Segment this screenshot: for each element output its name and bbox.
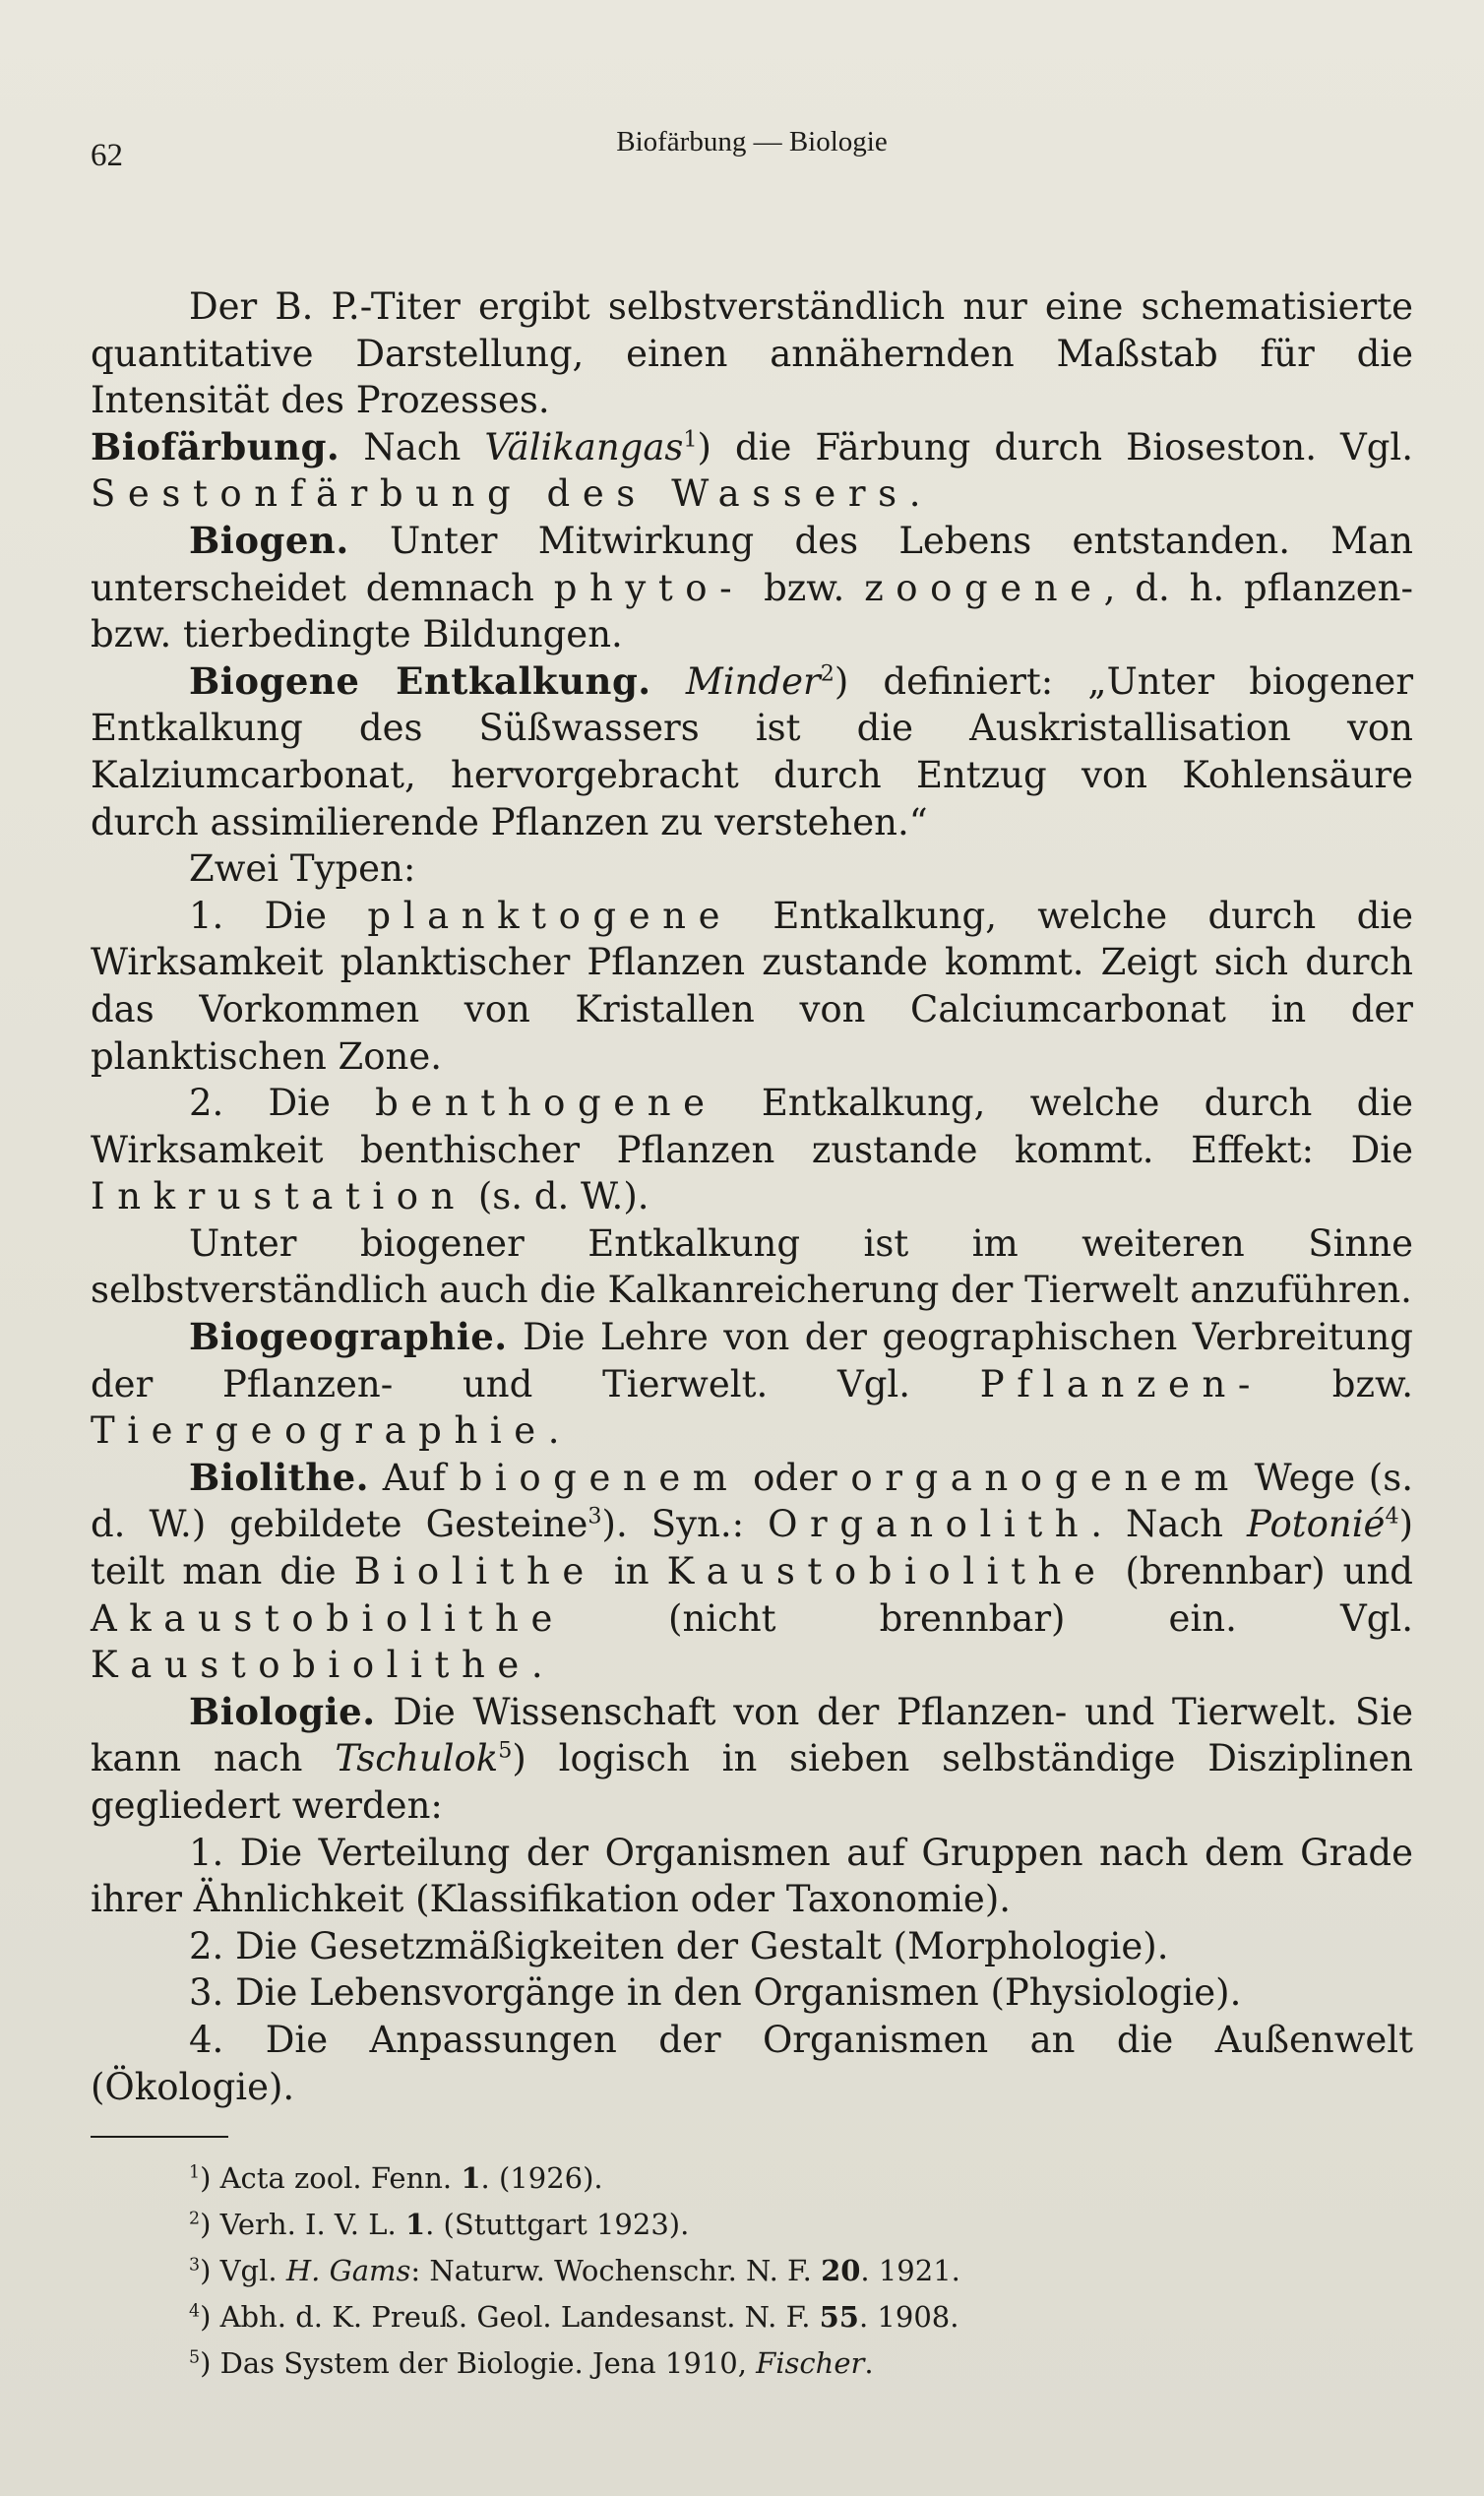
cross-reference: Sestonfärbung des Wassers bbox=[91, 472, 909, 516]
types-intro: Zwei Typen: bbox=[189, 847, 416, 891]
text-run: : Naturw. Wochenschr. N. F. bbox=[410, 2254, 822, 2288]
list-item: 3. Die Lebensvorgänge in den Organismen (Physiologie). bbox=[189, 1971, 1242, 2015]
text-run: ) teilt man die bbox=[91, 1503, 1413, 1593]
text-run: . bbox=[530, 1644, 543, 1687]
footnote bbox=[189, 2294, 1413, 2340]
text-run: Entkalkung, welche durch die Wirksamkeit benthischer Pflanzen zustande kommt. Effekt: Die bbox=[91, 1082, 1413, 1171]
entry-biogen bbox=[91, 518, 1413, 658]
list-item: 4. Die Anpassungen der Organismen an die Außenwelt (Ökologie). bbox=[91, 2018, 1413, 2108]
entry-headword: Biogeographie. bbox=[189, 1315, 508, 1359]
text-run: ) Das System der Biologie. Jena 1910, bbox=[200, 2346, 757, 2381]
spaced-term: zoogene bbox=[864, 566, 1104, 609]
footnote-mark: 3 bbox=[189, 2255, 201, 2276]
text-run: bzw. bbox=[1263, 1362, 1413, 1405]
text-run bbox=[651, 660, 686, 703]
text-run: , d. h. pflanzen- bzw. tierbedingte Bildungen. bbox=[91, 566, 1414, 656]
footnote-mark: 1 bbox=[189, 2162, 201, 2183]
text-run: in bbox=[595, 1550, 667, 1593]
page-number: 62 bbox=[91, 138, 123, 173]
entry-biogeographie bbox=[91, 1314, 1413, 1455]
text-run: ) definiert: „Unter biogener Entkalkung des Süßwassers ist die Auskristallisation von Kalziumcarbonat, hervorgebracht durch Entzug von Kohlensäure durch assimilierende Pflanzen zu verstehen.“ bbox=[91, 659, 1414, 843]
text-run: . 1908. bbox=[858, 2300, 959, 2335]
text-run: ) Acta zool. Fenn. bbox=[200, 2161, 462, 2196]
author-name: Minder bbox=[685, 659, 821, 703]
text-run: ) logisch in sieben selbständige Disziplinen gegliedert werden: bbox=[91, 1737, 1414, 1827]
spaced-term: Kaustobiolithe bbox=[91, 1644, 531, 1687]
text-run: (s. d. W.). bbox=[466, 1175, 649, 1218]
text-run: ). Syn.: bbox=[601, 1503, 769, 1546]
text-run: . 1921. bbox=[860, 2254, 960, 2288]
list-item bbox=[91, 1080, 1413, 1220]
entry-headword: Biogen. bbox=[189, 518, 349, 562]
text-run: Auf bbox=[369, 1456, 460, 1499]
entry-headword: Biologie. bbox=[189, 1689, 376, 1733]
text-run: 2. Die bbox=[189, 1082, 376, 1125]
entry-headword: Biofärbung. bbox=[91, 424, 340, 468]
list-item bbox=[91, 893, 1413, 1080]
footnote-mark: 5 bbox=[189, 2347, 201, 2368]
paragraph-titer: Der B. P.-Titer ergibt selbstverständlich nur eine schematisierte quantitative Darstellung, einen annähernden Maßstab für die Intensität des Prozesses. bbox=[91, 285, 1413, 422]
list-item: 2. Die Gesetzmäßigkeiten der Gestalt (Morphologie). bbox=[189, 1924, 1169, 1967]
entry-biogene-entkalkung bbox=[91, 658, 1413, 845]
footnotes bbox=[91, 2155, 1413, 2387]
text-run: Die Lehre von der geographischen Verbreitung der Pflanzen- und Tierwelt. Vgl. bbox=[91, 1316, 1413, 1405]
spaced-term: benthogene bbox=[375, 1082, 717, 1125]
text-run: . bbox=[908, 472, 921, 516]
text-run: (brennbar) und bbox=[1107, 1550, 1413, 1593]
entry-biofaerbung bbox=[91, 424, 1413, 518]
footnote-ref: 3 bbox=[587, 1504, 602, 1530]
footnote-ref: 1 bbox=[683, 426, 698, 453]
spaced-term: biogenem bbox=[459, 1456, 740, 1499]
footnote-divider bbox=[91, 2136, 228, 2138]
footnote-ref: 2 bbox=[820, 660, 835, 687]
text-run: (nicht brennbar) ein. Vgl. bbox=[564, 1596, 1413, 1640]
author-name: Välikangas bbox=[484, 425, 684, 468]
footnote-ref: 5 bbox=[498, 1738, 513, 1765]
text-run: . (Stuttgart 1923). bbox=[425, 2208, 690, 2242]
entry-biologie bbox=[91, 1689, 1413, 1830]
volume-number: 20 bbox=[821, 2254, 861, 2288]
text-run: Wege (s. d. W.) gebildete Gesteine bbox=[91, 1456, 1413, 1546]
author-name: H. Gams bbox=[285, 2254, 411, 2288]
text-run: 1. Die bbox=[189, 894, 368, 937]
volume-number: 1 bbox=[461, 2161, 481, 2196]
text-run: . Nach bbox=[1090, 1503, 1248, 1546]
text-run: ) die Färbung durch Bioseston. Vgl. bbox=[697, 425, 1413, 468]
spaced-term: planktogene bbox=[367, 894, 733, 937]
footnote bbox=[189, 2248, 1413, 2294]
text-run: Die Wissenschaft von der Pflanzen- und Tierwelt. Sie kann nach bbox=[91, 1690, 1413, 1780]
text-run: ) Vgl. bbox=[200, 2254, 286, 2288]
running-head: Biofärbung — Biologie bbox=[616, 126, 888, 157]
footnote bbox=[189, 2340, 1413, 2387]
publisher-name: Fischer bbox=[756, 2346, 865, 2381]
footnote-ref: 4 bbox=[1385, 1504, 1399, 1530]
text-run: Unter Mitwirkung des Lebens entstanden. Man unterscheidet demnach bbox=[91, 519, 1413, 609]
spaced-term: organogenem bbox=[850, 1456, 1241, 1499]
entry-headword: Biogene Entkalkung. bbox=[189, 658, 651, 703]
volume-number: 1 bbox=[404, 2208, 426, 2242]
spaced-term: phyto- bbox=[553, 566, 745, 609]
spaced-term: Inkrustation bbox=[91, 1175, 467, 1218]
volume-number: 55 bbox=[819, 2300, 859, 2335]
footnote-mark: 2 bbox=[189, 2209, 201, 2229]
text-run: . (1926). bbox=[480, 2161, 603, 2196]
text-run: bzw. bbox=[744, 566, 865, 609]
text-run: Entkalkung, welche durch die Wirksamkeit planktischer Pflanzen zustande kommt. Zeigt sich durch das Vorkommen von Kristallen von Calciumcarbonat in der planktischen Zone. bbox=[91, 894, 1413, 1078]
entry-headword: Biolithe. bbox=[189, 1455, 370, 1499]
text-run: . bbox=[547, 1409, 560, 1453]
list-item: 1. Die Verteilung der Organismen auf Gruppen nach dem Grade ihrer Ähnlichkeit (Klassifikation oder Taxonomie). bbox=[91, 1831, 1413, 1921]
spaced-term: Tiergeographie bbox=[91, 1409, 548, 1453]
text-run: Nach bbox=[340, 425, 485, 468]
text-run: oder bbox=[739, 1456, 851, 1499]
page-body bbox=[91, 283, 1413, 2387]
spaced-term: Akaustobiolithe bbox=[91, 1596, 565, 1640]
author-name: Tschulok bbox=[335, 1737, 499, 1780]
footnote bbox=[189, 2202, 1413, 2248]
text-run: . bbox=[864, 2346, 874, 2381]
page-header bbox=[91, 116, 1413, 175]
spaced-term: Kaustobiolithe bbox=[666, 1550, 1108, 1593]
spaced-term: Pflanzen- bbox=[979, 1362, 1264, 1405]
text-run: ) Abh. d. K. Preuß. Geol. Landesanst. N. F. bbox=[200, 2300, 820, 2335]
entry-biolithe bbox=[91, 1455, 1413, 1689]
spaced-term: Biolithe bbox=[353, 1550, 596, 1593]
author-name: Potonié bbox=[1247, 1503, 1386, 1546]
footnote bbox=[189, 2155, 1413, 2202]
text-run: ) Verh. I. V. L. bbox=[200, 2208, 405, 2242]
spaced-term: Organolith bbox=[768, 1503, 1091, 1546]
footnote-mark: 4 bbox=[189, 2301, 201, 2322]
paragraph-closing: Unter biogener Entkalkung ist im weiteren Sinne selbstverständlich auch die Kalkanreicherung der Tierwelt anzuführen. bbox=[91, 1221, 1413, 1312]
